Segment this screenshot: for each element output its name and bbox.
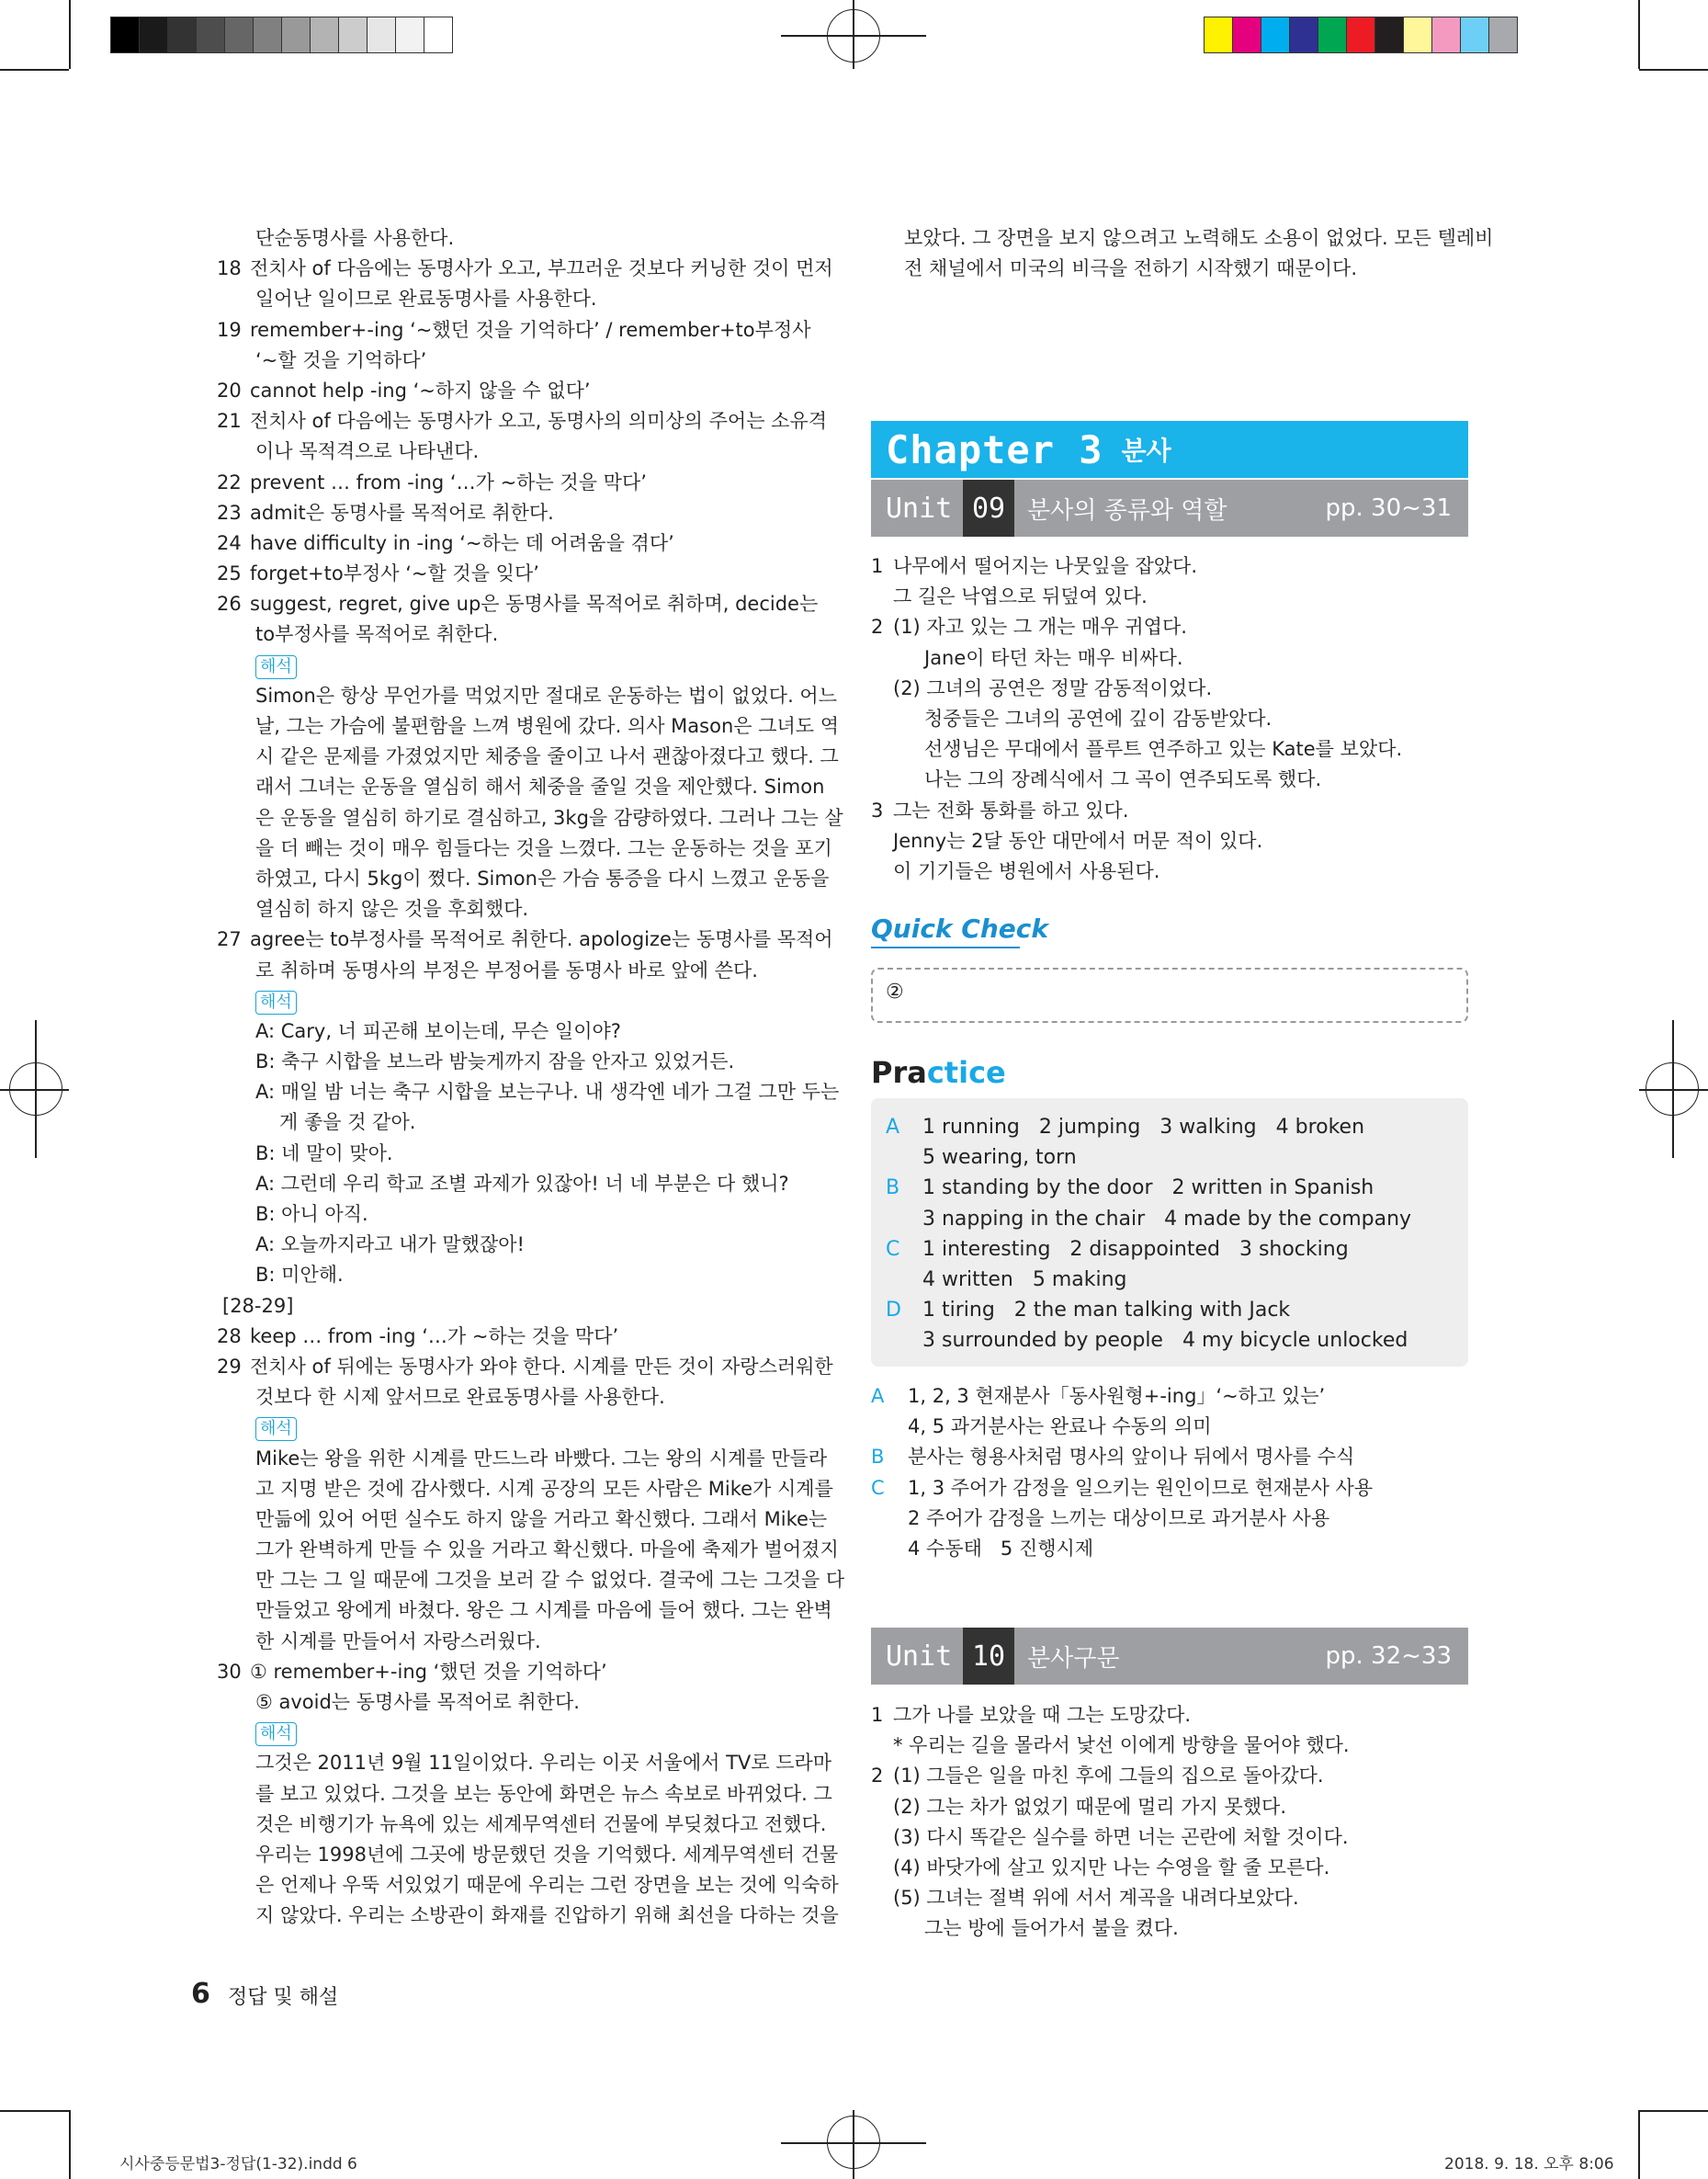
- answer-line: [222, 986, 829, 1016]
- answer-text: 단순동명사를 사용한다.: [255, 227, 455, 249]
- answer-line: [222, 1504, 829, 1535]
- answer-text: 그는 전화 통화를 하고 있다.: [893, 799, 1129, 822]
- answer-text: admit은 동명사를 목적어로 취한다.: [250, 501, 554, 524]
- item-number: 20: [217, 379, 242, 402]
- answer-line: [222, 1535, 839, 1565]
- answer-line: [217, 1352, 833, 1382]
- color-swatch-bar: [1204, 17, 1517, 53]
- answer-text: (2) 그는 차가 없었기 때문에 멀리 가지 못했다.: [893, 1795, 1287, 1818]
- crop-mark: [0, 69, 69, 71]
- crop-mark: [69, 2110, 71, 2179]
- color-swatch: [1318, 17, 1347, 53]
- answer-text: (5) 그녀는 절벽 위에 서서 계곡을 내려다보았다.: [893, 1887, 1299, 1910]
- color-swatch: [310, 17, 339, 53]
- answer-line: [222, 1107, 829, 1138]
- answer-text: 1 standing by the door 2 written in Spanish: [922, 1176, 1374, 1200]
- answer-line: [871, 1381, 1468, 1412]
- answer-line: [222, 1413, 829, 1443]
- answer-line: [222, 1230, 829, 1260]
- unit-number: 10: [963, 1628, 1014, 1685]
- answer-line: [222, 1474, 833, 1504]
- answer-text: ‘~할 것을 기억하다’: [255, 348, 427, 371]
- color-swatch: [424, 17, 453, 53]
- answer-line: [222, 619, 829, 650]
- answer-text: (3) 다시 똑같은 실수를 하면 너는 곤란에 처할 것이다.: [893, 1825, 1349, 1848]
- answer-line: [222, 346, 829, 376]
- color-swatch: [367, 17, 396, 53]
- item-number: 2: [871, 1765, 884, 1787]
- translation-tag: 해석: [255, 655, 297, 679]
- answer-line: [871, 796, 1468, 826]
- section-letter: B: [871, 1446, 885, 1469]
- answer-line: [886, 1265, 1465, 1295]
- answer-text: 것은 비행기가 뉴욕에 있는 세계무역센터 건물에 부딪쳤다고 전했다.: [255, 1812, 827, 1835]
- answer-text: 그는 방에 들어가서 불을 켰다.: [924, 1917, 1179, 1940]
- section-letter: A: [886, 1116, 900, 1139]
- color-swatch: [1460, 17, 1489, 53]
- answer-line: [886, 1325, 1465, 1356]
- color-swatch: [196, 17, 225, 53]
- unit-number: 09: [963, 480, 1014, 537]
- slug-timestamp: 2018. 9. 18. 오후 8:06: [1444, 2155, 1614, 2173]
- unit-09-header: [871, 480, 1468, 537]
- crop-mark: [1639, 2110, 1708, 2112]
- chapter-label: Chapter 3: [886, 426, 1103, 472]
- item-number: 23: [217, 501, 242, 524]
- item-number: 2: [871, 616, 884, 639]
- unit-pages: pp. 30~31: [1325, 494, 1452, 522]
- chapter-title: 분사: [1121, 436, 1171, 466]
- answer-text: 한 시계를 만들어서 자랑스러웠다.: [255, 1629, 541, 1652]
- answer-line: [871, 1822, 1468, 1853]
- answer-line: [222, 1748, 832, 1778]
- answer-text: 1 running 2 jumping 3 walking 4 broken: [922, 1116, 1365, 1139]
- answer-line: [871, 1913, 1468, 1944]
- answer-line: [886, 1112, 1465, 1142]
- translation-tag: 해석: [255, 991, 297, 1015]
- answer-line: [222, 864, 829, 894]
- answer-line: [222, 1139, 829, 1169]
- item-number: 25: [217, 562, 242, 585]
- practice-title-part-b: ctice: [926, 1055, 1006, 1090]
- answer-text: 나는 그의 장례식에서 그 곡이 연주되도록 했다.: [924, 768, 1322, 791]
- answer-line: [871, 582, 1468, 612]
- answer-text: 3 napping in the chair 4 made by the company: [922, 1207, 1412, 1231]
- item-number: 24: [217, 531, 242, 554]
- answer-line: [222, 284, 829, 314]
- answer-line: [217, 528, 829, 559]
- answer-line: [871, 1761, 1468, 1791]
- color-swatch: [1261, 17, 1290, 53]
- answer-line: [871, 857, 1468, 887]
- answer-text: 이 기기들은 병원에서 사용된다.: [893, 859, 1160, 882]
- answer-text: cannot help -ing ‘~하지 않을 수 없다’: [250, 379, 591, 402]
- unit-word: Unit: [886, 492, 953, 525]
- answer-line: [871, 551, 1468, 582]
- color-swatch: [224, 17, 254, 53]
- answer-text: 분사는 형용사처럼 명사의 앞이나 뒤에서 명사를 수식: [908, 1446, 1355, 1469]
- item-number: 21: [217, 410, 242, 433]
- item-number: 22: [217, 471, 242, 494]
- answer-text: 전치사 of 뒤에는 동명사가 와야 한다. 시계를 만든 것이 자랑스러워한: [250, 1355, 833, 1378]
- answer-line: [217, 254, 833, 284]
- answer-line: [222, 1687, 829, 1718]
- answer-text: 날, 그는 가슴에 불편함을 느껴 병원에 갔다. 의사 Mason은 그녀도 역: [255, 715, 840, 737]
- answer-text: (4) 바닷가에 살고 있지만 나는 수영을 할 줄 모른다.: [893, 1856, 1330, 1878]
- answer-line: [222, 1810, 829, 1840]
- item-number: 30: [217, 1660, 242, 1683]
- answer-text: B: 아니 아직.: [255, 1203, 368, 1225]
- answer-text: A: Cary, 너 피곤해 보이는데, 무슨 일이야?: [255, 1019, 621, 1042]
- answer-line: [222, 1718, 829, 1748]
- registration-mark-line: [35, 1020, 37, 1158]
- answer-line: [871, 704, 1468, 734]
- answer-text: (1) 자고 있는 그 개는 매우 귀엽다.: [893, 616, 1187, 639]
- section-letter: C: [871, 1476, 885, 1499]
- answer-text: 전치사 of 다음에는 동명사가 오고, 동명사의 의미상의 주어는 소유격: [250, 410, 828, 433]
- answer-line: [222, 956, 829, 986]
- answer-line: [871, 1853, 1468, 1883]
- answer-line: [222, 1565, 845, 1595]
- answer-text: 지 않았다. 우리는 소방관이 화재를 진압하기 위해 최선을 다하는 것을: [255, 1904, 839, 1927]
- unit-09-answers: [871, 551, 1468, 887]
- answer-text: Simon은 항상 무언가를 먹었지만 절대로 운동하는 법이 없었다. 어느: [255, 684, 838, 707]
- item-number: 1: [871, 1704, 884, 1726]
- answer-text: 로 취하며 동명사의 부정은 부정어를 동명사 바로 앞에 쓴다.: [255, 959, 758, 982]
- quick-check-answer: ②: [886, 981, 904, 1004]
- answer-line: [871, 734, 1468, 765]
- answer-text: 5 wearing, torn: [922, 1146, 1077, 1170]
- crop-mark: [1638, 2110, 1640, 2179]
- right-column-continuation: [904, 223, 1494, 284]
- answer-text: 1 interesting 2 disappointed 3 shocking: [922, 1237, 1349, 1261]
- answer-line: [222, 1627, 829, 1657]
- answer-line: [871, 826, 1468, 857]
- section-letter: C: [886, 1237, 900, 1261]
- crop-mark: [1638, 0, 1640, 69]
- answer-text: A: 오늘까지라고 내가 말했잖아!: [255, 1233, 525, 1256]
- answer-line: [871, 1731, 1468, 1761]
- answer-text: 만들었고 왕에게 바쳤다. 왕은 그 시계를 마음에 들어 했다. 그는 완벽: [255, 1599, 832, 1622]
- answer-line: [217, 1322, 829, 1352]
- answer-text: Jenny는 2달 동안 대만에서 머문 적이 있다.: [893, 829, 1263, 852]
- answer-line: [222, 1870, 839, 1901]
- section-letter: A: [871, 1385, 885, 1407]
- translation-line: 전 채널에서 미국의 비극을 전하기 시작했기 때문이다.: [904, 257, 1358, 280]
- answer-text: 그가 완벽하게 만들 수 있을 거라고 확신했다. 마을에 축제가 벌어졌지: [255, 1538, 839, 1561]
- translation-line: 보았다. 그 장면을 보지 않으려고 노력해도 소용이 없었다. 모든 텔레비: [904, 227, 1494, 249]
- answer-text: 1, 3 주어가 감정을 일으키는 원인이므로 현재분사 사용: [908, 1476, 1374, 1499]
- answer-line: [222, 1199, 829, 1230]
- registration-mark-line: [853, 2110, 854, 2179]
- answer-text: B: 네 말이 맞아.: [255, 1141, 393, 1164]
- answer-line: [217, 925, 833, 955]
- practice-explanations: [871, 1381, 1468, 1564]
- color-swatch: [395, 17, 424, 53]
- answer-text: 그 길은 낙엽으로 뒤덮여 있다.: [893, 585, 1148, 608]
- answer-text: (2) 그녀의 공연은 정말 감동적이었다.: [893, 676, 1213, 699]
- answer-line: [217, 406, 829, 437]
- answer-text: 은 운동을 열심히 하기로 결심하고, 3kg을 감량하였다. 그러나 그는 살: [255, 806, 843, 829]
- answer-line: [217, 498, 829, 528]
- practice-title-part-a: Pra: [871, 1055, 927, 1090]
- answer-text: 이나 목적격으로 나타낸다.: [255, 440, 480, 463]
- crop-mark: [69, 0, 71, 69]
- answer-text: Mike는 왕을 위한 시계를 만드느라 바빴다. 그는 왕의 시계를 만들라: [255, 1447, 828, 1470]
- item-number: 18: [217, 257, 242, 280]
- gray-swatch-bar: [110, 17, 452, 53]
- color-swatch: [1232, 17, 1261, 53]
- answer-line: [886, 1173, 1465, 1203]
- answer-line: [222, 834, 832, 864]
- color-swatch: [253, 17, 282, 53]
- practice-answers: [886, 1112, 1465, 1356]
- unit-title: 분사의 종류와 역할: [1027, 496, 1227, 525]
- answer-text: B: 미안해.: [255, 1264, 344, 1287]
- answer-line: [222, 772, 829, 802]
- item-number: 28: [217, 1324, 242, 1347]
- answer-line: [871, 1473, 1468, 1504]
- color-swatch: [1374, 17, 1404, 53]
- registration-mark-line: [853, 0, 854, 69]
- unit-10-header: [871, 1628, 1468, 1685]
- answer-line: [217, 468, 829, 498]
- answer-text: 게 좋을 것 같아.: [279, 1111, 416, 1134]
- answer-text: 만듦에 있어 어떤 실수도 하지 않을 거라고 확신했다. 그래서 Mike는: [255, 1507, 828, 1530]
- answer-line: [871, 1883, 1468, 1913]
- answer-line: [222, 711, 840, 742]
- page-footer-label: 정답 및 해설: [228, 1986, 339, 2009]
- item-number: 19: [217, 318, 242, 341]
- answer-line: [222, 1901, 839, 1931]
- answer-text: 래서 그녀는 운동을 열심히 해서 체중을 줄일 것을 제안했다. Simon: [255, 776, 825, 799]
- answer-line: [871, 1504, 1468, 1534]
- answer-line: [871, 674, 1468, 704]
- color-swatch: [1204, 17, 1233, 53]
- answer-text: 4 수동태 5 진행시제: [908, 1537, 1094, 1560]
- answer-line: [217, 376, 829, 406]
- page-number: 6: [191, 1978, 210, 2010]
- color-swatch: [1431, 17, 1461, 53]
- slug-filename: 시사중등문법3-정답(1-32).indd 6: [119, 2155, 357, 2173]
- answer-line: [886, 1204, 1465, 1234]
- color-swatch: [139, 17, 168, 53]
- answer-line: [217, 559, 829, 589]
- color-swatch: [338, 17, 368, 53]
- answer-line: [222, 1047, 829, 1077]
- item-number: 27: [217, 928, 242, 951]
- answer-text: agree는 to부정사를 목적어로 취한다. apologize는 동명사를 목적어: [250, 928, 833, 951]
- answer-text: 3 surrounded by people 4 my bicycle unlocked: [922, 1329, 1408, 1353]
- answer-line: [871, 1792, 1468, 1822]
- color-swatch: [1289, 17, 1318, 53]
- answer-line: [222, 223, 829, 254]
- color-swatch: [1346, 17, 1375, 53]
- answer-line: [871, 1534, 1468, 1564]
- answer-line: [871, 1412, 1468, 1442]
- answer-text: 전치사 of 다음에는 동명사가 오고, 부끄러운 것보다 커닝한 것이 먼저: [250, 257, 833, 280]
- answer-text: [28-29]: [222, 1294, 294, 1317]
- registration-mark-line: [1639, 1089, 1708, 1091]
- answer-line: [871, 612, 1468, 642]
- practice-title: [871, 1055, 1006, 1090]
- answer-line: [222, 1260, 829, 1290]
- answer-text: 청중들은 그녀의 공연에 깊이 감동받았다.: [924, 707, 1273, 730]
- item-number: 3: [871, 799, 884, 822]
- quick-check-underline: [871, 947, 1020, 948]
- answer-text: keep … from -ing ‘…가 ~하는 것을 막다’: [250, 1324, 619, 1347]
- answer-text: (1) 그들은 일을 마친 후에 그들의 집으로 돌아갔다.: [893, 1765, 1324, 1787]
- answer-text: 그가 나를 보았을 때 그는 도망갔다.: [893, 1704, 1192, 1726]
- answer-line: [222, 1169, 829, 1199]
- answer-text: to부정사를 목적어로 취한다.: [255, 623, 499, 646]
- answer-line: [886, 1295, 1465, 1325]
- unit-title: 분사구문: [1027, 1644, 1120, 1673]
- answer-text: 를 보고 있었다. 그것을 보는 동안에 화면은 뉴스 속보로 바뀌었다. 그: [255, 1782, 832, 1805]
- answer-line: [222, 1779, 832, 1810]
- answer-line: [222, 742, 839, 772]
- answer-text: A: 매일 밤 너는 축구 시합을 보는구나. 내 생각엔 네가 그걸 그만 두는: [255, 1081, 840, 1104]
- left-column: [217, 223, 845, 1932]
- answer-line: [871, 1442, 1468, 1472]
- answer-line: [222, 437, 829, 467]
- answer-line: [222, 1840, 839, 1870]
- answer-text: B: 축구 시합을 보느라 밤늦게까지 잠을 안자고 있었거든.: [255, 1050, 735, 1073]
- item-number: 29: [217, 1355, 242, 1378]
- answer-text: 시 같은 문제를 가졌었지만 체중을 줄이고 나서 괜찮아졌다고 했다. 그: [255, 745, 839, 768]
- color-swatch: [281, 17, 311, 53]
- registration-mark-line: [1672, 1020, 1674, 1158]
- answer-text: 4 written 5 making: [922, 1267, 1127, 1291]
- answer-text: 은 언제나 우뚝 서있었기 때문에 우리는 그런 장면을 보는 것에 익숙하: [255, 1874, 839, 1897]
- answer-text: forget+to부정사 ‘~할 것을 잊다’: [250, 562, 539, 585]
- answer-line: [217, 315, 829, 346]
- answer-text: 그것은 2011년 9월 11일이었다. 우리는 이곳 서울에서 TV로 드라마: [255, 1752, 832, 1775]
- section-letter: B: [886, 1176, 900, 1200]
- quick-check-title: Quick Check: [871, 914, 1048, 944]
- answer-line: [222, 1077, 840, 1107]
- crop-mark: [1639, 69, 1708, 71]
- answer-line: [886, 1234, 1465, 1265]
- answer-text: 나무에서 떨어지는 나뭇잎을 잡았다.: [893, 555, 1197, 577]
- answer-text: 1 tiring 2 the man talking with Jack: [922, 1299, 1291, 1322]
- answer-text: 우리는 1998년에 그곳에 방문했던 것을 기억했다. 세계무역센터 건물: [255, 1843, 839, 1866]
- answer-line: [222, 1382, 829, 1413]
- answer-text: 2 주어가 감정을 느끼는 대상이므로 과거분사 사용: [908, 1506, 1330, 1529]
- answer-text: 1, 2, 3 현재분사「동사원형+-ing」‘~하고 있는’: [908, 1385, 1326, 1407]
- answer-text: * 우리는 길을 몰라서 낯선 이에게 방향을 물어야 했다.: [893, 1734, 1350, 1757]
- color-swatch: [1488, 17, 1518, 53]
- answer-line: [222, 1291, 829, 1322]
- answer-text: 열심히 하지 않은 것을 후회했다.: [255, 898, 529, 921]
- color-swatch: [110, 17, 140, 53]
- quick-check-box: [871, 968, 1468, 1023]
- answer-line: [871, 1700, 1468, 1731]
- answer-text: 만 그는 그 일 때문에 그것을 보러 갈 수 없었다. 결국에 그는 그것을 다: [255, 1569, 845, 1592]
- answer-line: [886, 1142, 1465, 1173]
- answer-text: prevent … from -ing ‘…가 ~하는 것을 막다’: [250, 471, 647, 494]
- chapter-header: [871, 421, 1468, 478]
- answer-text: have difficulty in -ing ‘~하는 데 어려움을 겪다’: [250, 531, 674, 554]
- translation-tag: 해석: [255, 1722, 297, 1746]
- answer-text: remember+-ing ‘~했던 것을 기억하다’ / remember+to부정사: [250, 318, 811, 341]
- answer-line: [222, 1444, 829, 1474]
- answer-line: [217, 589, 829, 619]
- answer-text: 고 지명 받은 것에 감사했다. 시계 공장의 모든 사람은 Mike가 시계를: [255, 1477, 833, 1500]
- unit-pages: pp. 32~33: [1325, 1642, 1452, 1670]
- answer-text: suggest, regret, give up은 동명사를 목적어로 취하며, decide는: [250, 593, 819, 616]
- answer-line: [222, 803, 843, 834]
- item-number: 26: [217, 593, 242, 616]
- answer-text: 하였고, 다시 5kg이 쪘다. Simon은 가슴 통증을 다시 느꼈고 운동을: [255, 867, 830, 890]
- unit-word: Unit: [886, 1640, 953, 1673]
- translation-tag: 해석: [255, 1417, 297, 1441]
- unit-10-answers: [871, 1700, 1468, 1945]
- answer-line: [871, 765, 1468, 795]
- answer-text: 을 더 빼는 것이 매우 힘들다는 것을 느꼈다. 그는 운동하는 것을 포기: [255, 836, 832, 859]
- answer-line: [222, 681, 838, 711]
- answer-line: [222, 894, 829, 925]
- color-swatch: [167, 17, 197, 53]
- answer-text: ① remember+-ing ‘했던 것을 기억하다’: [250, 1660, 607, 1683]
- color-swatch: [1403, 17, 1432, 53]
- crop-mark: [0, 2110, 69, 2112]
- answer-line: [871, 643, 1468, 674]
- answer-line: [222, 1016, 829, 1047]
- answer-line: [222, 1595, 832, 1626]
- answer-text: ⑤ avoid는 동명사를 목적어로 취한다.: [255, 1691, 580, 1713]
- answer-text: 4, 5 과거분사는 완료나 수동의 의미: [908, 1415, 1212, 1438]
- answer-text: 일어난 일이므로 완료동명사를 사용한다.: [255, 288, 597, 311]
- section-letter: D: [886, 1299, 901, 1322]
- answer-line: [217, 1657, 829, 1687]
- item-number: 1: [871, 555, 884, 577]
- answer-text: 선생님은 무대에서 플루트 연주하고 있는 Kate를 보았다.: [924, 738, 1403, 761]
- answer-text: 것보다 한 시제 앞서므로 완료동명사를 사용한다.: [255, 1386, 665, 1409]
- answer-text: Jane이 타던 차는 매우 비싸다.: [924, 646, 1183, 669]
- answer-line: [222, 651, 829, 681]
- answer-text: A: 그런데 우리 학교 조별 과제가 있잖아! 너 네 부분은 다 했니?: [255, 1172, 789, 1195]
